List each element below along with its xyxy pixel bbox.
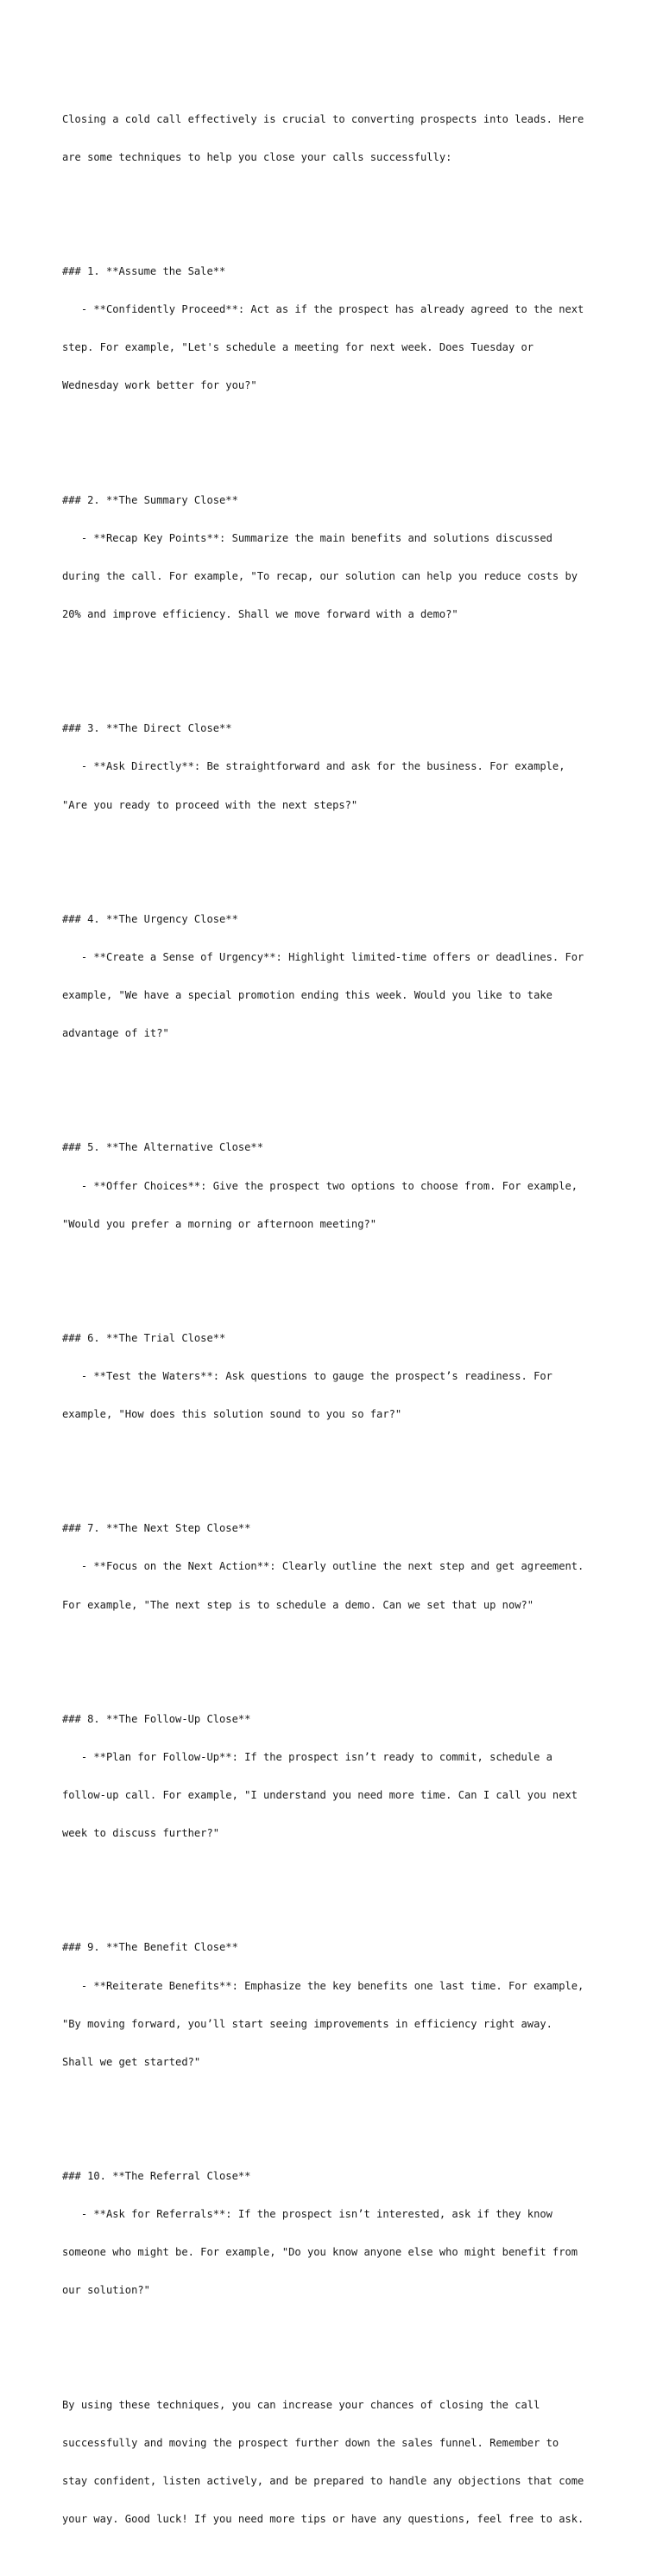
section-8 <box>62 1687 615 1865</box>
section-heading: ### 2. **The Summary Close** <box>62 493 238 506</box>
section-heading: ### 7. **The Next Step Close** <box>62 1522 251 1535</box>
intro-paragraph <box>62 87 615 189</box>
section-heading: ### 8. **The Follow-Up Close** <box>62 1712 251 1725</box>
section-1 <box>62 240 615 418</box>
section-2 <box>62 468 615 646</box>
section-heading: ### 6. **The Trial Close** <box>62 1331 226 1344</box>
text-line: - **Test the Waters**: Ask questions to gauge the prospect’s readiness. For <box>62 1370 552 1382</box>
text-line: successfully and moving the prospect further down the sales funnel. Remember to <box>62 2436 559 2449</box>
section-9 <box>62 1916 615 2094</box>
text-line: 20% and improve efficiency. Shall we move forward with a demo?" <box>62 608 458 621</box>
text-line: - **Offer Choices**: Give the prospect two options to choose from. For example, <box>62 1179 578 1192</box>
section-7 <box>62 1497 615 1637</box>
text-line: For example, "The next step is to schedule a demo. Can we set that up now?" <box>62 1598 534 1611</box>
text-line: - **Ask for Referrals**: If the prospect isn’t interested, ask if they know <box>62 2208 552 2221</box>
text-line: our solution?" <box>62 2284 150 2297</box>
text-line: "By moving forward, you’ll start seeing improvements in efficiency right away. <box>62 2017 552 2030</box>
text-line: - **Focus on the Next Action**: Clearly outline the next step and get agreement. <box>62 1560 584 1573</box>
document-page <box>62 62 615 2576</box>
section-heading: ### 4. **The Urgency Close** <box>62 912 238 925</box>
section-heading: ### 1. **Assume the Sale** <box>62 265 226 278</box>
text-line: - **Ask Directly**: Be straightforward and ask for the business. For example, <box>62 760 565 773</box>
text-line: "Would you prefer a morning or afternoon meeting?" <box>62 1217 377 1230</box>
section-heading: ### 3. **The Direct Close** <box>62 722 232 735</box>
text-line: stay confident, listen actively, and be prepared to handle any objections that come <box>62 2474 584 2487</box>
section-3 <box>62 697 615 837</box>
text-line: Shall we get started?" <box>62 2055 201 2068</box>
text-line: example, "We have a special promotion ending this week. Would you like to take <box>62 989 552 1002</box>
text-line: Closing a cold call effectively is crucial to converting prospects into leads. Here <box>62 112 584 125</box>
text-line: By using these techniques, you can increase your chances of closing the call <box>62 2398 540 2411</box>
text-line: step. For example, "Let's schedule a meeting for next week. Does Tuesday or <box>62 341 534 354</box>
section-6 <box>62 1307 615 1447</box>
section-4 <box>62 887 615 1065</box>
text-line: week to discuss further?" <box>62 1827 220 1840</box>
text-line: - **Confidently Proceed**: Act as if the prospect has already agreed to the next <box>62 303 584 316</box>
text-line: follow-up call. For example, "I understand you need more time. Can I call you next <box>62 1789 578 1802</box>
text-line: someone who might be. For example, "Do you know anyone else who might benefit from <box>62 2246 578 2259</box>
text-line: example, "How does this solution sound to you so far?" <box>62 1408 402 1421</box>
text-line: - **Reiterate Benefits**: Emphasize the key benefits one last time. For example, <box>62 1979 584 1992</box>
text-line: - **Create a Sense of Urgency**: Highlight limited-time offers or deadlines. For <box>62 950 584 963</box>
text-line: are some techniques to help you close your calls successfully: <box>62 150 452 163</box>
section-5 <box>62 1116 615 1256</box>
text-line: advantage of it?" <box>62 1027 169 1040</box>
section-heading: ### 5. **The Alternative Close** <box>62 1141 263 1154</box>
conclusion-paragraph <box>62 2373 615 2551</box>
section-10 <box>62 2145 615 2323</box>
text-line: - **Plan for Follow-Up**: If the prospect isn’t ready to commit, schedule a <box>62 1750 552 1763</box>
text-line: your way. Good luck! If you need more tips or have any questions, feel free to ask. <box>62 2512 584 2525</box>
text-line: - **Recap Key Points**: Summarize the main benefits and solutions discussed <box>62 531 552 544</box>
text-line: during the call. For example, "To recap, our solution can help you reduce costs by <box>62 569 578 582</box>
text-line: "Are you ready to proceed with the next steps?" <box>62 798 358 811</box>
section-heading: ### 9. **The Benefit Close** <box>62 1941 238 1954</box>
text-line: Wednesday work better for you?" <box>62 379 257 392</box>
section-heading: ### 10. **The Referral Close** <box>62 2170 251 2183</box>
